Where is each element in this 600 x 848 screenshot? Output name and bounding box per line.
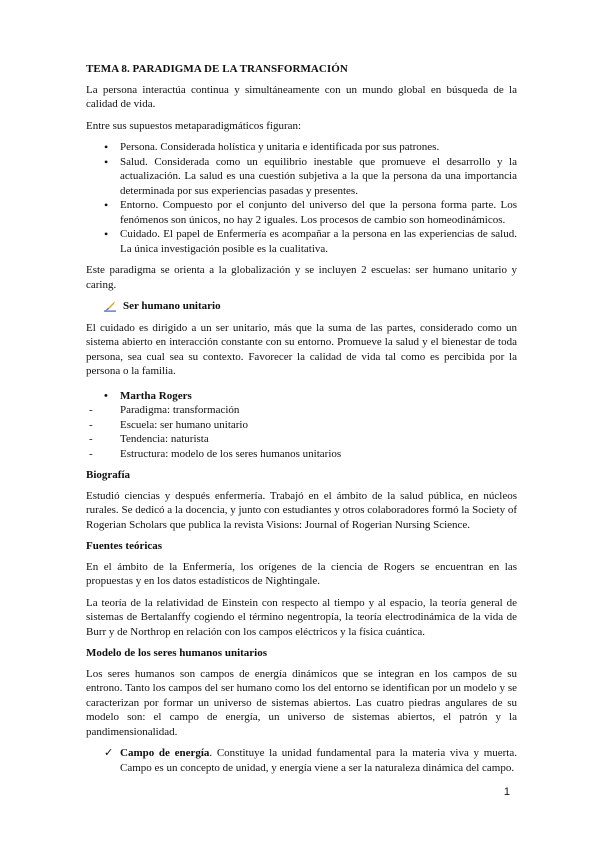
- list-item: - Paradigma: transformación: [86, 403, 517, 418]
- list-item: - Tendencia: naturista: [86, 432, 517, 447]
- biografia-paragraph: Estudió ciencias y después enfermería. Trabajó en el ámbito de la salud pública, en núcleos rurales. Se dedicó a la docencia, y junto con estudiantes y otros colaboradores formó la Society of Rogerian Scholars que publica la revista Visions: Journal of Rogerian Nursing Science.: [86, 489, 517, 531]
- fuentes-paragraph-2: La teoría de la relatividad de Einstein con respecto al tiempo y al espacio, la teoría general de sistemas de Bertalanffy cogiendo el término negentropía, la teoría electrodinámica de la vida de Burr y de Northrop en relación con los campos eléctricos y la física cuántica.: [86, 596, 517, 638]
- supuestos-list: [86, 140, 517, 256]
- ser-humano-paragraph: El cuidado es dirigido a un ser unitario, más que la suma de las partes, considerado como un sistema abierto en interacción constante con su entorno. Promueve la salud y el bienestar de toda persona, sea cual sea su contexto. Favorecer la calidad de vida tal como es percibida por la persona o la familia.: [86, 321, 517, 377]
- list-item: • Entorno. Compuesto por el conjunto del universo del que la persona forma parte. Los fenómenos son únicos, no hay 2 iguales. Los procesos de cambio son homeodinámicos.: [86, 198, 517, 227]
- document-body: [86, 62, 517, 775]
- subheading-label: Ser humano unitario: [123, 300, 221, 312]
- checkmark-icon: ✓: [104, 747, 114, 759]
- supuestos-intro: Entre sus supuestos metaparadigmáticos figuran:: [86, 119, 302, 132]
- fuentes-paragraph-1: En el ámbito de la Enfermería, los orígenes de la ciencia de Rogers se encuentran en las propuestas y en los datos estadísticos de Nightingale.: [86, 560, 517, 587]
- author-name: • Martha Rogers: [86, 389, 517, 404]
- list-item: • Persona. Considerada holística y unitaria e identificada por sus patrones.: [86, 140, 517, 155]
- list-item: • Salud. Considerada como un equilibrio inestable que promueve el desarrollo y la actualización. La salud es una cuestión subjetiva a la que la persona da una importancia determinada por sus experiencias pasadas y presentes.: [86, 155, 517, 199]
- list-item: - Estructura: modelo de los seres humanos unitarios: [86, 447, 517, 462]
- list-item: • Cuidado. El papel de Enfermería es acompañar a la persona en las experiencias de salud. La única investigación posible es la cualitativa.: [86, 227, 517, 256]
- fuentes-heading: Fuentes teóricas: [86, 540, 163, 552]
- paradigm-note: Este paradigma se orienta a la globalización y se incluyen 2 escuelas: ser humano unitario y caring.: [86, 264, 517, 291]
- campo-energia-item: [86, 746, 517, 775]
- intro-paragraph: La persona interactúa continua y simultáneamente con un mundo global en búsqueda de la calidad de vida.: [86, 83, 517, 110]
- campo-text: . Constituye la unidad fundamental para la materia viva y muerta. Campo es un concepto de unidad, y energía viene a ser la naturaleza dinámica del campo.: [120, 747, 517, 774]
- pen-arrow-icon: [104, 300, 116, 312]
- subheading-ser-humano: [86, 299, 517, 314]
- page-number: 1: [503, 786, 510, 798]
- campo-term: Campo de energía: [120, 747, 210, 759]
- biografia-heading: Biografía: [86, 469, 130, 481]
- page-title: TEMA 8. PARADIGMA DE LA TRANSFORMACIÓN: [86, 63, 348, 75]
- modelo-paragraph: Los seres humanos son campos de energía dinámicos que se integran en los campos de su entrono. Tanto los campos del ser humano como los del entorno se identifican por un modelo y se caracterizan por formar un universo de sistemas abiertos. Las cuatro piedras angulares de su modelo son: el campo de energía, un universo de sistemas abiertos, el patrón y la pandimensionalidad.: [86, 667, 517, 738]
- modelo-heading: Modelo de los seres humanos unitarios: [86, 647, 268, 659]
- list-item: - Escuela: ser humano unitario: [86, 418, 517, 433]
- author-details-list: [86, 403, 517, 461]
